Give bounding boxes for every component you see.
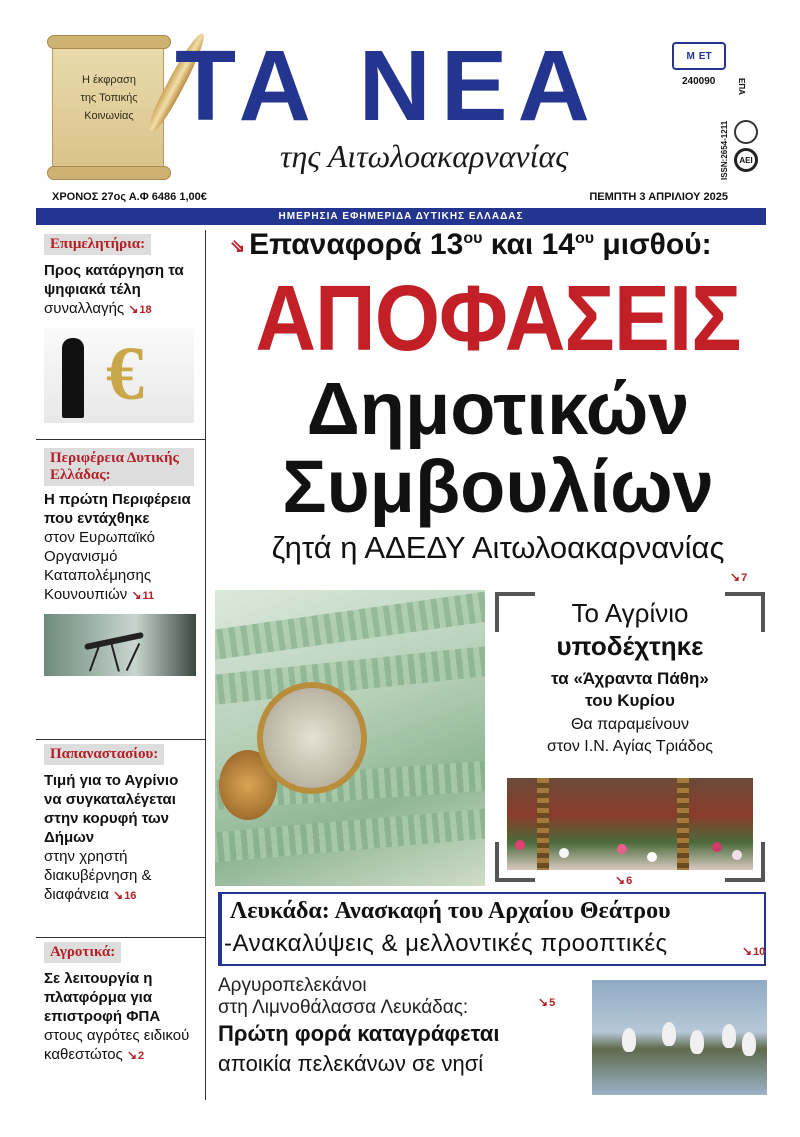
section-bold: Η πρώτη Περιφέρεια που εντάχθηκε [44, 491, 191, 527]
lead-subheadline: ζητά η ΑΔΕΔΥ Αιτωλοακαρνανίας [271, 530, 725, 565]
pelicans-headline-2: αποικία πελεκάνων σε νησί [218, 1051, 484, 1076]
carved-column [677, 778, 689, 870]
page-ref: ↘ 6 [615, 873, 632, 887]
euro-money-photo [215, 590, 485, 886]
page-ref: ↘ 10 [742, 944, 765, 958]
pelican-figure [742, 1032, 756, 1056]
agrinio-story-box [495, 592, 765, 887]
flower [515, 840, 525, 850]
pelicans-story [218, 975, 588, 1079]
page-ref: ↘ 16 [113, 890, 136, 902]
note-line: Θα παραμείνουν [570, 716, 690, 733]
flower [712, 842, 722, 852]
motto: Η έκφραση της Τοπικής Κοινωνίας [80, 74, 138, 122]
mosquito-photo [44, 614, 196, 676]
section-text [44, 490, 194, 606]
pelican-figure [622, 1028, 636, 1052]
kicker-sup: ου [574, 230, 595, 247]
business-euro-illustration [44, 328, 194, 423]
newspaper-title: ΤΑ ΝΕΑ [175, 30, 600, 142]
section-bold: Προς κατάργηση τα ψηφιακά τέλη [44, 262, 184, 298]
met-number: 240090 [682, 76, 716, 87]
met-suffix: ΕΤ [698, 50, 712, 62]
page-ref: ↘ 7 [730, 570, 747, 584]
carved-column [537, 778, 549, 870]
page-ref: ↘ 11 [131, 590, 154, 602]
pelicans-line: Αργυροπελεκάνοι [218, 975, 367, 996]
section-body: συναλλαγής [44, 300, 125, 317]
euro-icon: € [106, 332, 144, 416]
lead-kicker [230, 228, 712, 262]
headline-line: Δημοτικών [306, 367, 690, 450]
agrinio-subtitle [495, 668, 765, 712]
agrinio-title: υποδέχτηκε [556, 631, 704, 661]
certification-seal-icon [734, 120, 758, 144]
section-body: στους αγρότες ειδικού καθεστώτος [44, 1027, 190, 1063]
kicker-sup: ου [463, 230, 483, 247]
lead-headline-black [218, 367, 778, 528]
scroll-curl-bottom [47, 166, 171, 180]
lefkada-subtitle: -Ανακαλύψεις & μελλοντικές προοπτικές [224, 930, 668, 957]
kicker-part: και 14 [482, 228, 575, 261]
page-ref: ↘ 5 [538, 995, 555, 1009]
arrow-icon: ⇘ [230, 235, 246, 256]
tagline-bar: ΗΜΕΡΗΣΙΑ ΕΦΗΜΕΡΙΔΑ ΔΥΤΙΚΗΣ ΕΛΛΑΔΑΣ [36, 208, 766, 225]
euro-coin-icon [257, 682, 367, 794]
mosquito-leg [126, 643, 140, 671]
section-text [44, 261, 206, 320]
subtitle-line: του Κυρίου [585, 691, 675, 710]
issue-date: ΠΕΜΠΤΗ 3 ΑΠΡΙΛΙΟΥ 2025 [589, 191, 728, 203]
sidebar-section-papanastasiou [36, 742, 206, 938]
section-bold: Σε λειτουργία η πλατφόρμα για επιστροφή ΦΠΑ [44, 970, 161, 1025]
lead-headline-red: ΑΠΟΦΑΣΕΙΣ [255, 266, 741, 370]
church-relics-photo [507, 778, 753, 870]
section-head: Παπαναστασίου: [44, 744, 164, 765]
epa-label: ΕΠΑ [737, 78, 746, 95]
lefkada-story-box [218, 892, 766, 966]
flower [647, 852, 657, 862]
sidebar-section-region [36, 442, 206, 740]
section-head: Αγροτικά: [44, 942, 121, 963]
businessman-figure [62, 338, 84, 418]
agrinio-note [495, 714, 765, 758]
masthead [40, 30, 770, 200]
flower [559, 848, 569, 858]
pelicans-line: στη Λιμνοθάλασσα Λευκάδας: [218, 997, 469, 1018]
flower [617, 844, 627, 854]
issue-info: ΧΡΟΝΟΣ 27ος Α.Φ 6486 1,00€ [52, 191, 207, 203]
section-head: Επιμελητήρια: [44, 234, 151, 255]
section-body: στην χρηστή διακυβέρνηση & διαφάνεια [44, 848, 152, 903]
issn: ISSN:2654-1211 [720, 120, 729, 180]
note-line: στον Ι.Ν. Αγίας Τριάδος [546, 738, 713, 755]
pelicans-photo [592, 980, 767, 1095]
page-ref: ↘ 2 [127, 1050, 144, 1062]
section-bold: Τιμή για το Αγρίνιο να συγκαταλέγεται στην κορυφή των Δήμων [44, 772, 179, 846]
kicker-part: μισθού: [594, 228, 712, 261]
scroll-curl-top [47, 35, 171, 49]
section-head: Περιφέρεια Δυτικής Ελλάδας: [44, 448, 194, 486]
lefkada-title: Λευκάδα: Ανασκαφή του Αρχαίου Θεάτρου [230, 898, 671, 924]
page-ref: ↘ 18 [128, 304, 151, 316]
pelicans-headline: Πρώτη φορά καταγράφεται [218, 1021, 500, 1046]
sidebar-section-chambers [36, 230, 206, 440]
section-text [44, 969, 194, 1066]
agrinio-title: Το Αγρίνιο [571, 598, 689, 628]
pelican-figure [722, 1024, 736, 1048]
pelican-figure [662, 1022, 676, 1046]
section-body: στον Ευρωπαϊκό Οργανισμό Καταπολέμησης Κουνουπιών [44, 529, 156, 603]
section-text [44, 771, 194, 906]
met-letter: Μ [686, 50, 695, 62]
association-seal-icon: ΑΕΙ [734, 148, 758, 172]
pelican-figure [690, 1030, 704, 1054]
mosquito-leg [110, 642, 120, 671]
headline-line: Συμβουλίων [282, 445, 714, 528]
flower [732, 850, 742, 860]
sidebar [36, 230, 206, 1100]
newspaper-subtitle: της Αιτωλοακαρνανίας [280, 138, 569, 174]
subtitle-line: τα «Άχραντα Πάθη» [551, 669, 709, 688]
sidebar-section-agriculture [36, 940, 206, 1100]
kicker-part: Επαναφορά 13 [249, 228, 464, 261]
scroll-logo [52, 40, 164, 175]
met-badge [672, 42, 726, 70]
